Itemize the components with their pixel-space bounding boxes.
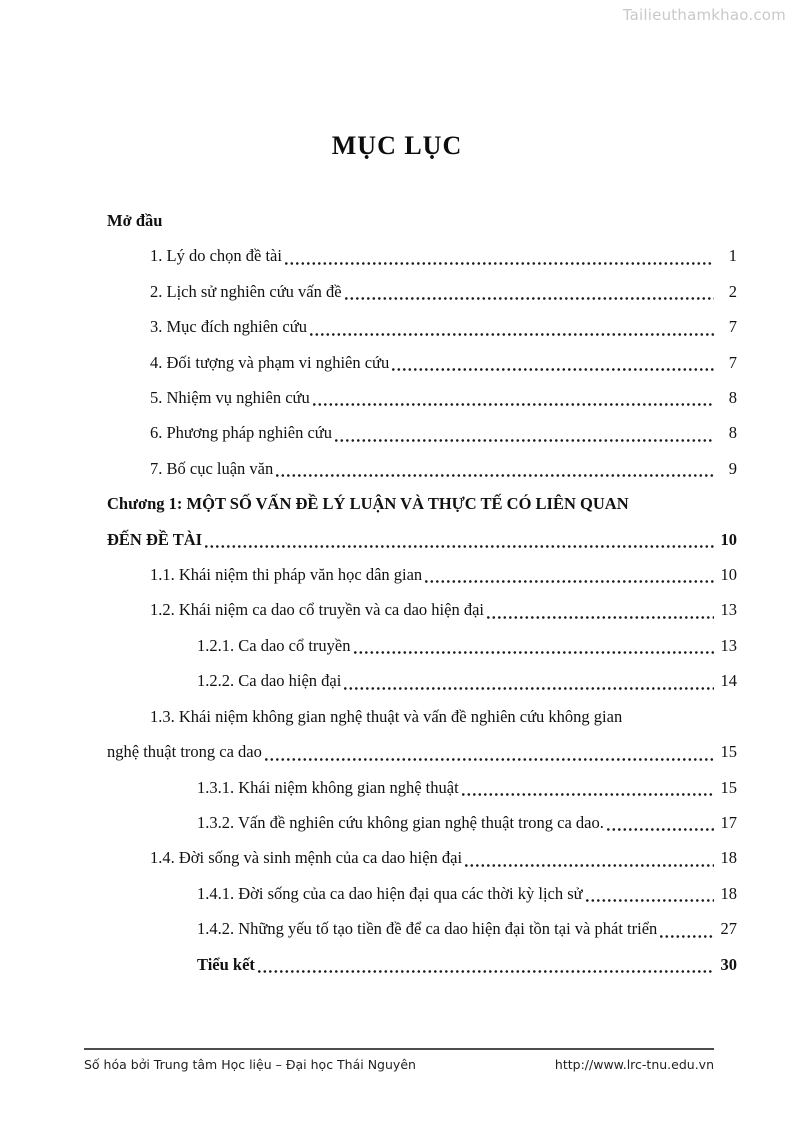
toc-entry — [107, 309, 737, 344]
toc-entry — [107, 947, 737, 982]
page-title: MỤC LỤC — [331, 131, 463, 160]
toc-dot-leader — [465, 840, 714, 875]
toc-dot-leader — [265, 734, 714, 769]
table-of-contents — [107, 203, 737, 982]
toc-page-number: 14 — [720, 671, 737, 691]
toc-entry-text: nghệ thuật trong ca dao — [107, 742, 262, 762]
toc-page-number: 27 — [720, 919, 737, 939]
toc-page-number: 7 — [728, 352, 737, 372]
toc-entry — [107, 663, 737, 698]
footer-url: http://www.lrc-tnu.edu.vn — [554, 1057, 714, 1072]
toc-entry-text: 1.2.1. Ca dao cổ truyền — [197, 635, 351, 655]
toc-entry — [107, 840, 737, 875]
toc-page-number: 9 — [728, 458, 737, 478]
toc-dot-leader — [586, 876, 714, 911]
toc-dot-leader — [344, 663, 714, 698]
toc-dot-leader — [345, 274, 714, 309]
toc-page-number: 18 — [720, 883, 737, 903]
toc-entry-text: 7. Bố cục luận văn — [150, 458, 274, 478]
toc-page-number: 1 — [728, 246, 737, 266]
toc-page-number: 15 — [720, 777, 737, 797]
toc-entry-text: 1.2. Khái niệm ca dao cổ truyền và ca dao hiện đại — [150, 600, 484, 620]
toc-dot-leader — [285, 238, 714, 273]
toc-dot-leader — [335, 415, 714, 450]
toc-entry-text: 2. Lịch sử nghiên cứu vấn đề — [150, 281, 342, 301]
toc-entry-text: 1.4. Đời sống và sinh mệnh của ca dao hiện đại — [150, 848, 463, 868]
toc-dot-leader — [276, 451, 714, 486]
toc-entry — [107, 274, 737, 309]
footer-row — [84, 1057, 714, 1072]
toc-dot-leader — [487, 592, 714, 627]
toc-entry-text: 1.1. Khái niệm thi pháp văn học dân gian — [150, 565, 423, 585]
toc-page-number: 10 — [720, 565, 737, 585]
toc-page-number: 2 — [728, 281, 737, 301]
toc-entry — [107, 699, 737, 734]
toc-dot-leader — [310, 309, 714, 344]
toc-entry-text: 1.3. Khái niệm không gian nghệ thuật và vấn đề nghiên cứu không gian — [150, 706, 623, 726]
toc-dot-leader — [660, 911, 714, 946]
toc-page-number: 7 — [728, 317, 737, 337]
toc-entry — [107, 522, 737, 557]
toc-entry — [107, 770, 737, 805]
toc-page-number: 30 — [720, 954, 737, 974]
toc-page-number: 13 — [720, 600, 737, 620]
toc-entry-text: 4. Đối tượng và phạm vi nghiên cứu — [150, 352, 390, 372]
page-footer — [84, 1048, 714, 1072]
toc-dot-leader — [607, 805, 714, 840]
toc-entry — [107, 805, 737, 840]
toc-entry — [107, 911, 737, 946]
toc-entry-text: 5. Nhiệm vụ nghiên cứu — [150, 388, 310, 408]
footer-left-text: Số hóa bởi Trung tâm Học liệu – Đại học Thái Nguyên — [84, 1057, 416, 1072]
toc-dot-leader — [425, 557, 714, 592]
toc-entry — [107, 415, 737, 450]
toc-page-number: 8 — [728, 388, 737, 408]
toc-page-number: 8 — [728, 423, 737, 443]
toc-entry — [107, 203, 737, 238]
toc-entry — [107, 734, 737, 769]
toc-page-number: 10 — [720, 529, 737, 549]
toc-entry — [107, 238, 737, 273]
toc-entry — [107, 451, 737, 486]
toc-entry-text: 3. Mục đích nghiên cứu — [150, 317, 307, 337]
toc-entry-text: 1.4.2. Những yếu tố tạo tiền đề để ca dao hiện đại tồn tại và phát triển — [197, 919, 658, 939]
toc-entry-text: 1. Lý do chọn đề tài — [150, 246, 282, 266]
toc-dot-leader — [205, 522, 714, 557]
toc-page-number: 18 — [720, 848, 737, 868]
toc-page-number: 17 — [720, 812, 737, 832]
toc-entry-text: 1.3.1. Khái niệm không gian nghệ thuật — [197, 777, 459, 797]
watermark-text: Tailieuthamkhao.com — [622, 6, 786, 24]
toc-entry — [107, 557, 737, 592]
toc-page-number: 13 — [720, 635, 737, 655]
footer-divider — [84, 1048, 714, 1050]
toc-dot-leader — [354, 628, 714, 663]
toc-entry-text: Tiểu kết — [197, 954, 255, 974]
toc-dot-leader — [462, 770, 714, 805]
toc-entry-text: Mở đầu — [107, 211, 163, 230]
toc-dot-leader — [258, 947, 714, 982]
toc-entry-text: 1.2.2. Ca dao hiện đại — [197, 671, 342, 691]
toc-dot-leader — [392, 345, 714, 380]
toc-entry-text: 1.4.1. Đời sống của ca dao hiện đại qua các thời kỳ lịch sử — [197, 883, 583, 903]
toc-entry-text: 1.3.2. Vấn đề nghiên cứu không gian nghệ thuật trong ca dao. — [197, 812, 604, 832]
toc-dot-leader — [313, 380, 714, 415]
toc-entry-text: ĐẾN ĐỀ TÀI — [107, 529, 203, 549]
toc-page-number: 15 — [720, 742, 737, 762]
toc-entry — [107, 345, 737, 380]
toc-entry — [107, 380, 737, 415]
toc-entry — [107, 592, 737, 627]
toc-entry — [107, 486, 737, 521]
toc-entry-text: Chương 1: MỘT SỐ VẤN ĐỀ LÝ LUẬN VÀ THỰC TẾ CÓ LIÊN QUAN — [107, 494, 629, 514]
toc-entry-text: 6. Phương pháp nghiên cứu — [150, 423, 332, 443]
toc-entry — [107, 628, 737, 663]
toc-entry — [107, 876, 737, 911]
